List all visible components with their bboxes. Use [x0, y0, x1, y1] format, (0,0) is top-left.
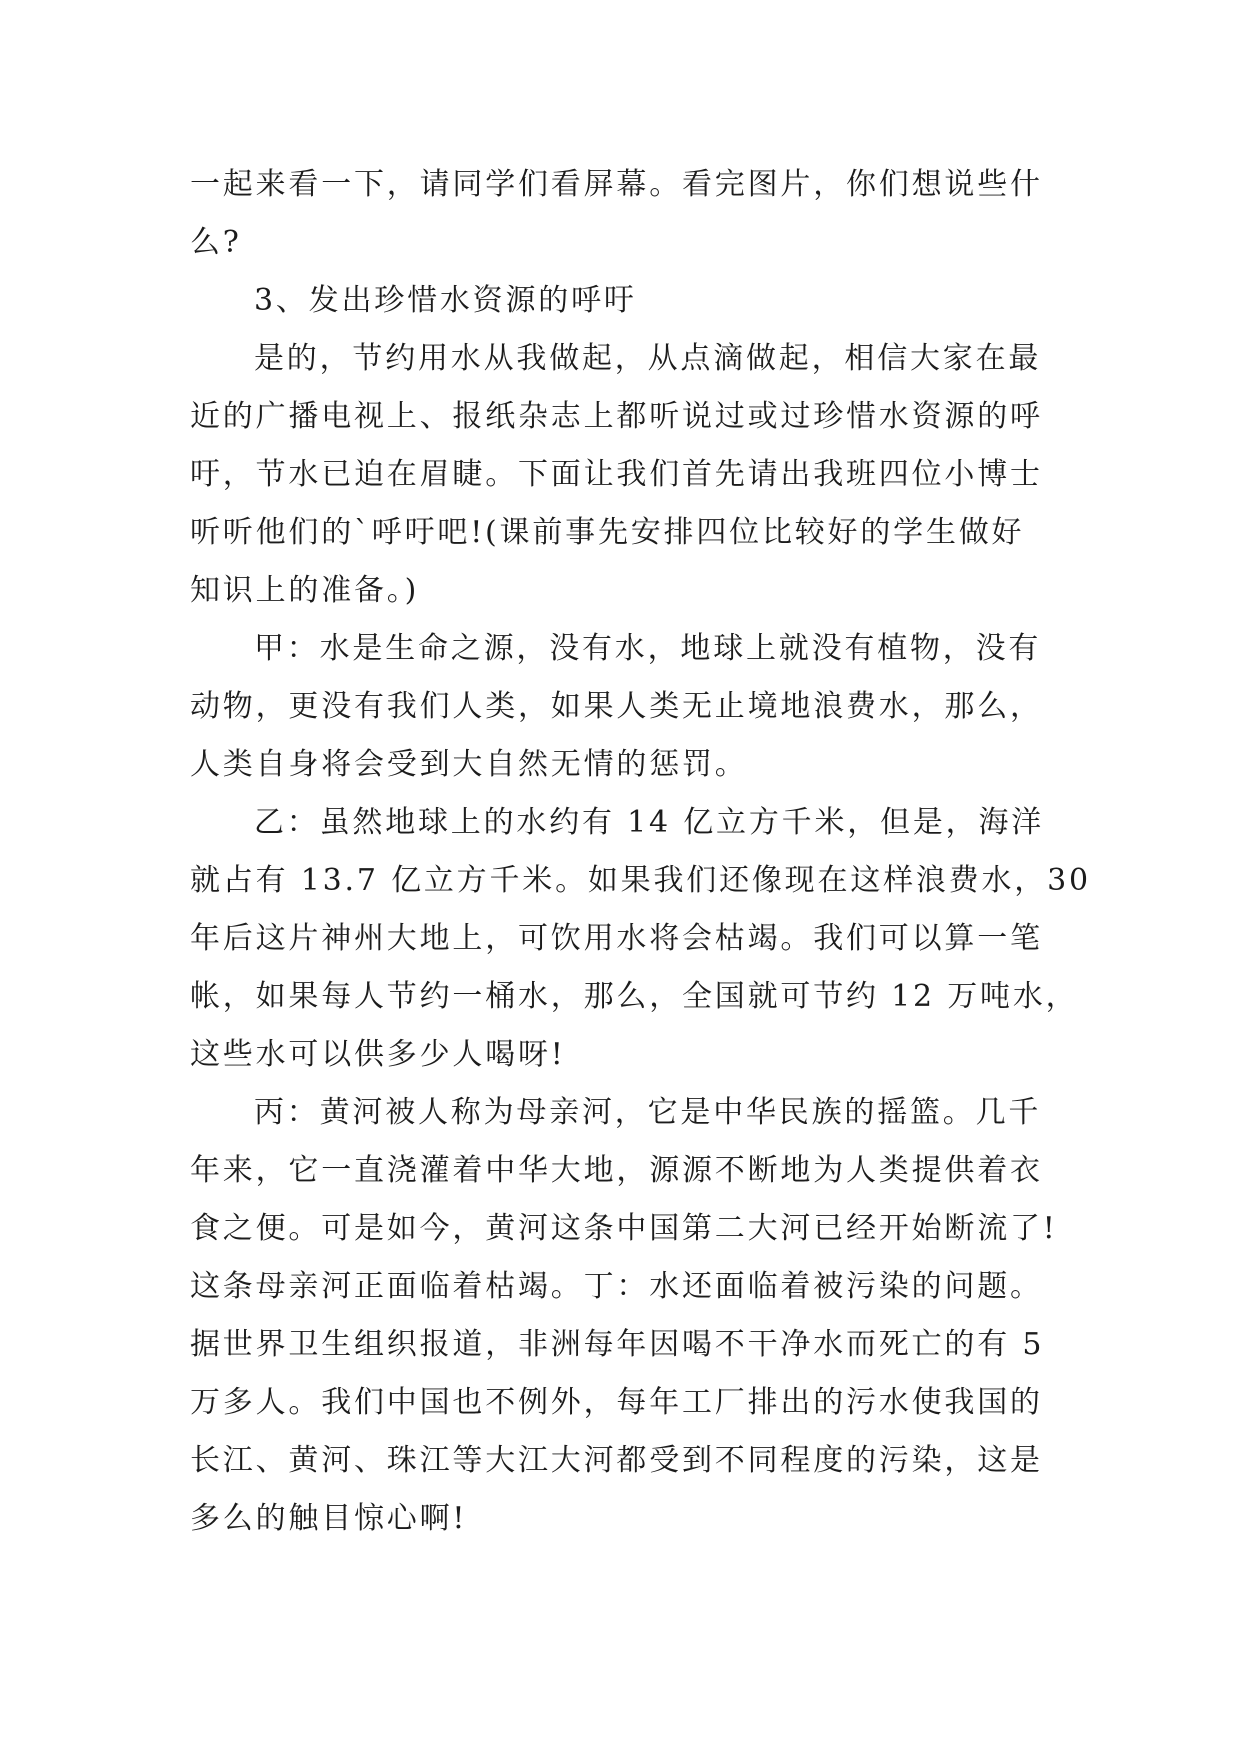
- text-line: 这些水可以供多少人喝呀!: [190, 1037, 566, 1072]
- text-line: 一起来看一下，请同学们看屏幕。看完图片，你们想说些什: [190, 167, 1043, 202]
- text-line: 知识上的准备。): [190, 573, 420, 608]
- text-line: 年来，它一直浇灌着中华大地，源源不断地为人类提供着衣: [190, 1153, 1043, 1188]
- section-heading: [190, 272, 1070, 330]
- text-line: 食之便。可是如今，黄河这条中国第二大河已经开始断流了!: [190, 1211, 1058, 1246]
- paragraph-jia: [190, 620, 1070, 794]
- heading-line: 3、发出珍惜水资源的呼吁: [254, 283, 637, 318]
- text-line: 帐，如果每人节约一桶水，那么，全国就可节约 12 万吨水，: [190, 979, 1079, 1014]
- text-line: 据世界卫生组织报道，非洲每年因喝不干净水而死亡的有 5: [190, 1327, 1045, 1362]
- text-line: 乙：虽然地球上的水约有 14 亿立方千米，但是，海洋: [254, 805, 1045, 840]
- text-line: 丙：黄河被人称为母亲河，它是中华民族的摇篮。几千: [254, 1095, 1042, 1130]
- text-line: 年后这片神州大地上，可饮用水将会枯竭。我们可以算一笔: [190, 921, 1043, 956]
- text-line: 就占有 13.7 亿立方千米。如果我们还像现在这样浪费水，30: [190, 863, 1091, 898]
- text-line: 么?: [190, 225, 242, 260]
- text-line: 这条母亲河正面临着枯竭。丁：水还面临着被污染的问题。: [190, 1269, 1043, 1304]
- paragraph-call: [190, 330, 1070, 620]
- text-line: 是的，节约用水从我做起，从点滴做起，相信大家在最: [254, 341, 1042, 376]
- paragraph-bing: [190, 1084, 1070, 1548]
- text-line: 人类自身将会受到大自然无情的惩罚。: [190, 747, 748, 782]
- text-line: 万多人。我们中国也不例外，每年工厂排出的污水使我国的: [190, 1385, 1043, 1420]
- text-line: 甲：水是生命之源，没有水，地球上就没有植物，没有: [254, 631, 1042, 666]
- paragraph-intro: [190, 156, 1070, 272]
- paragraph-yi: [190, 794, 1091, 1084]
- text-line: 吁，节水已迫在眉睫。下面让我们首先请出我班四位小博士: [190, 457, 1043, 492]
- document-body: [190, 156, 1091, 1548]
- text-line: 近的广播电视上、报纸杂志上都听说过或过珍惜水资源的呼: [190, 399, 1043, 434]
- text-line: 长江、黄河、珠江等大江大河都受到不同程度的污染，这是: [190, 1443, 1043, 1478]
- text-line: 多么的触目惊心啊!: [190, 1501, 468, 1536]
- text-line: 听听他们的`呼吁吧!(课前事先安排四位比较好的学生做好: [190, 515, 1025, 550]
- text-line: 动物，更没有我们人类，如果人类无止境地浪费水，那么，: [190, 689, 1043, 724]
